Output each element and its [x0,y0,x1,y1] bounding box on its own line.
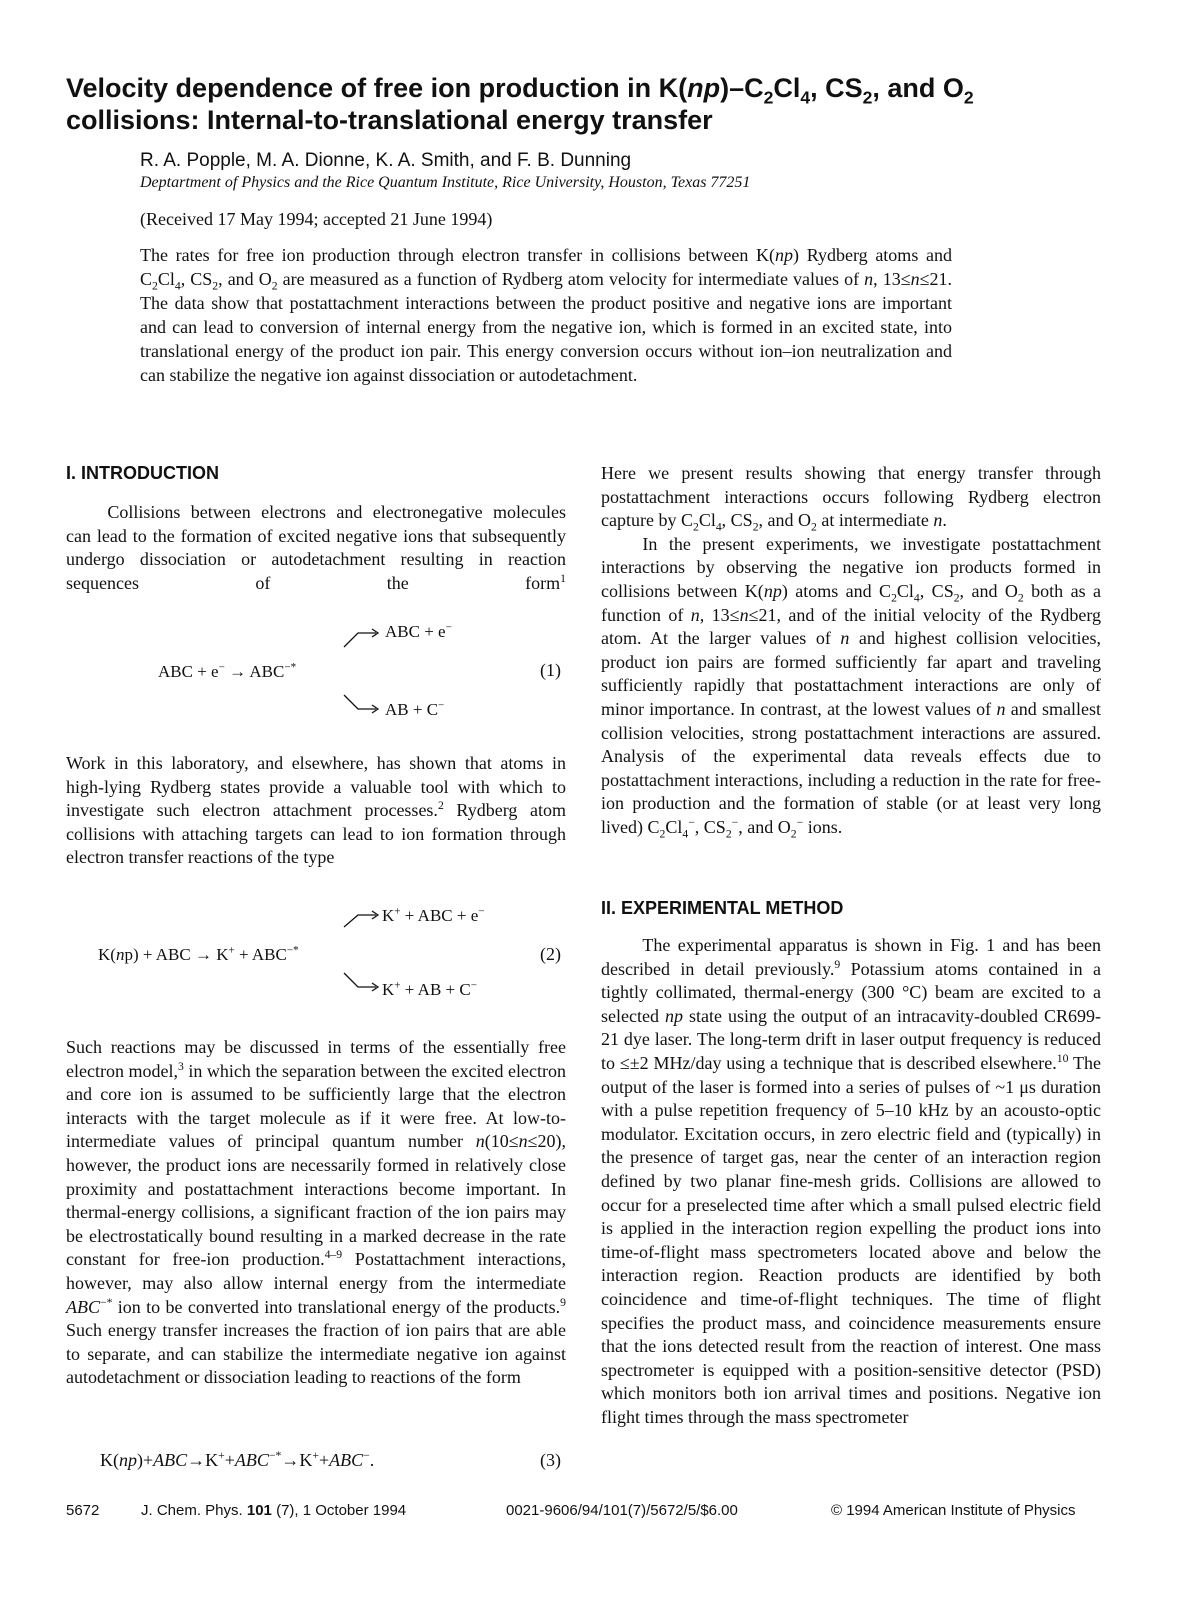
authors: R. A. Popple, M. A. Dionne, K. A. Smith, and F. B. Dunning [140,150,632,171]
copyright: © 1994 American Institute of Physics [831,1502,1076,1519]
experimental-paragraph: The experimental apparatus is shown in Fig. 1 and has been described in detail previously.$^9$ Potassium atoms contained in a tightly collimated, thermal-energy (300 °C) beam are excited to a selected np state using the output of an intracavity-doubled CR699-21 dye laser. The long-term drift in laser output frequency is reduced to ≤±2 MHz/day using a technique that is described elsewhere.$^{10}$ The output of the laser is formed into a series of pulses of ~1 μs duration with a pulse repetition frequency of 5–10 kHz by an acousto-optic modulator. Excitation occurs, in zero electric field and (typically) in the presence of target gas, near the center of an interaction region defined by two planar fine-mesh grids. Collisions are allowed to occur for a preselected time after which a small pulsed electric field is applied in the interaction region expelling the product ions into time-of-flight mass spectrometers located above and below the interaction region. Reaction products are identified by both coincidence and time-of-flight techniques. The time of flight specifies the product mass, and coincidence measurements ensure that the ions detected result from the reaction of interest. One mass spectrometer is equipped with a position-sensitive detector (PSD) which monitors both ion arrival times and positions. Negative ion flight times through the mass spectrometer [601,935,1102,1427]
intro-paragraph-3: Such reactions may be discussed in terms of the essentially free electron model,$^3$ in which the separation between the excited electron and core ion is assumed to be sufficiently large that the electron interacts with the target molecule as if it were free. At low-to-intermediate values of principal quantum number n(10≤n≤20), however, the product ions are necessarily formed in relatively close proximity and postattachment interactions become important. In thermal-energy collisions, a significant fraction of the ion pairs may be electrostatically bound resulting in a marked decrease in the rate constant for free-ion production.$^{4-9}$ Postattachment interactions, however, may also allow internal energy from the intermediate ABC−* ion to be converted into translational energy of the products.$^9$ Such energy transfer increases the fraction of ion pairs that are able to separate, and can stabilize the intermediate negative ion against autodetachment or dissociation leading to reactions of the form [66,1037,566,1388]
section-heading-introduction: I. INTRODUCTION [66,463,219,483]
article-code: 0021-9606/94/101(7)/5672/5/$6.00 [506,1502,738,1519]
branch-arrows-2 [340,905,380,1005]
page-number: 5672 [66,1502,100,1519]
branch-arrows [340,625,380,725]
equation-number: (2) [540,944,561,964]
abstract: The rates for free ion production through electron transfer in collisions between K(np) Rydberg atoms and $C_2Cl_4$, $CS_2$, and $O_2$ are measured as a function of Rydberg atom velocity for intermediate values of n, 13≤n≤21. The data show that postattachment interactions between the product positive and negative ions are important and can lead to conversion of internal energy from the negative ion, which is formed in an excited state, into translational energy of the product ion pair. This energy conversion occurs without ion–ion neutralization and can stabilize the negative ion against dissociation or autodetachment. [140,245,952,385]
right-column-text-1: Here we present results showing that energy transfer through postattachment interactions occurs following Rydberg electron capture by $C_2Cl_4$, $CS_2$, and $O_2$ at intermediate n. In the present experiments, we investigate postattachment interactions by observing the negative ion products formed in collisions between K(np) atoms and $C_2Cl_4$, $CS_2$, and $O_2$ both as a function of n, 13≤n≤21, and of the initial velocity of the Rydberg atom. At the larger values of n and highest collision velocities, product ion pairs are formed sufficiently far apart and traveling sufficiently rapidly that postattachment interactions are only of minor importance. In contrast, at the lowest values of n and smallest collision velocities, strong postattachment interactions are assured. Analysis of the experimental data reveals effects due to postattachment interactions, including a reduction in the rate for free-ion production and the formation of stable (or at least very long lived) $C_2Cl_4^-$, $CS_2^-$, and $O_2^-$ ions. [601,463,1102,841]
intro-paragraph-2: Work in this laboratory, and elsewhere, has shown that atoms in high-lying Rydberg states provide a valuable tool with which to investigate such electron attachment processes.$^2$ Rydberg atom collisions with attaching targets can lead to ion formation through electron transfer reactions of the type [66,753,566,868]
equation-number: (3) [540,1450,561,1470]
page-title: Velocity dependence of free ion production in $K(np)-C_2Cl_4$, $CS_2$, and $O_2$ collisions: Internal-to-translational energy transfer [66,73,974,135]
received-date: (Received 17 May 1994; accepted 21 June 1994) [140,209,493,229]
journal-citation: J. Chem. Phys. 101 (7), 1 October 1994 [141,1502,407,1519]
affiliation: Deptartment of Physics and the Rice Quantum Institute, Rice University, Houston, Texas 77251 [140,174,751,191]
section-heading-experimental: II. EXPERIMENTAL METHOD [601,898,844,918]
equation-number: (1) [540,660,561,680]
intro-paragraph-1: Collisions between electrons and electronegative molecules can lead to the formation of excited negative ions that subsequently undergo dissociation or autodetachment resulting in reaction sequences of the form$^1$ [66,502,566,593]
